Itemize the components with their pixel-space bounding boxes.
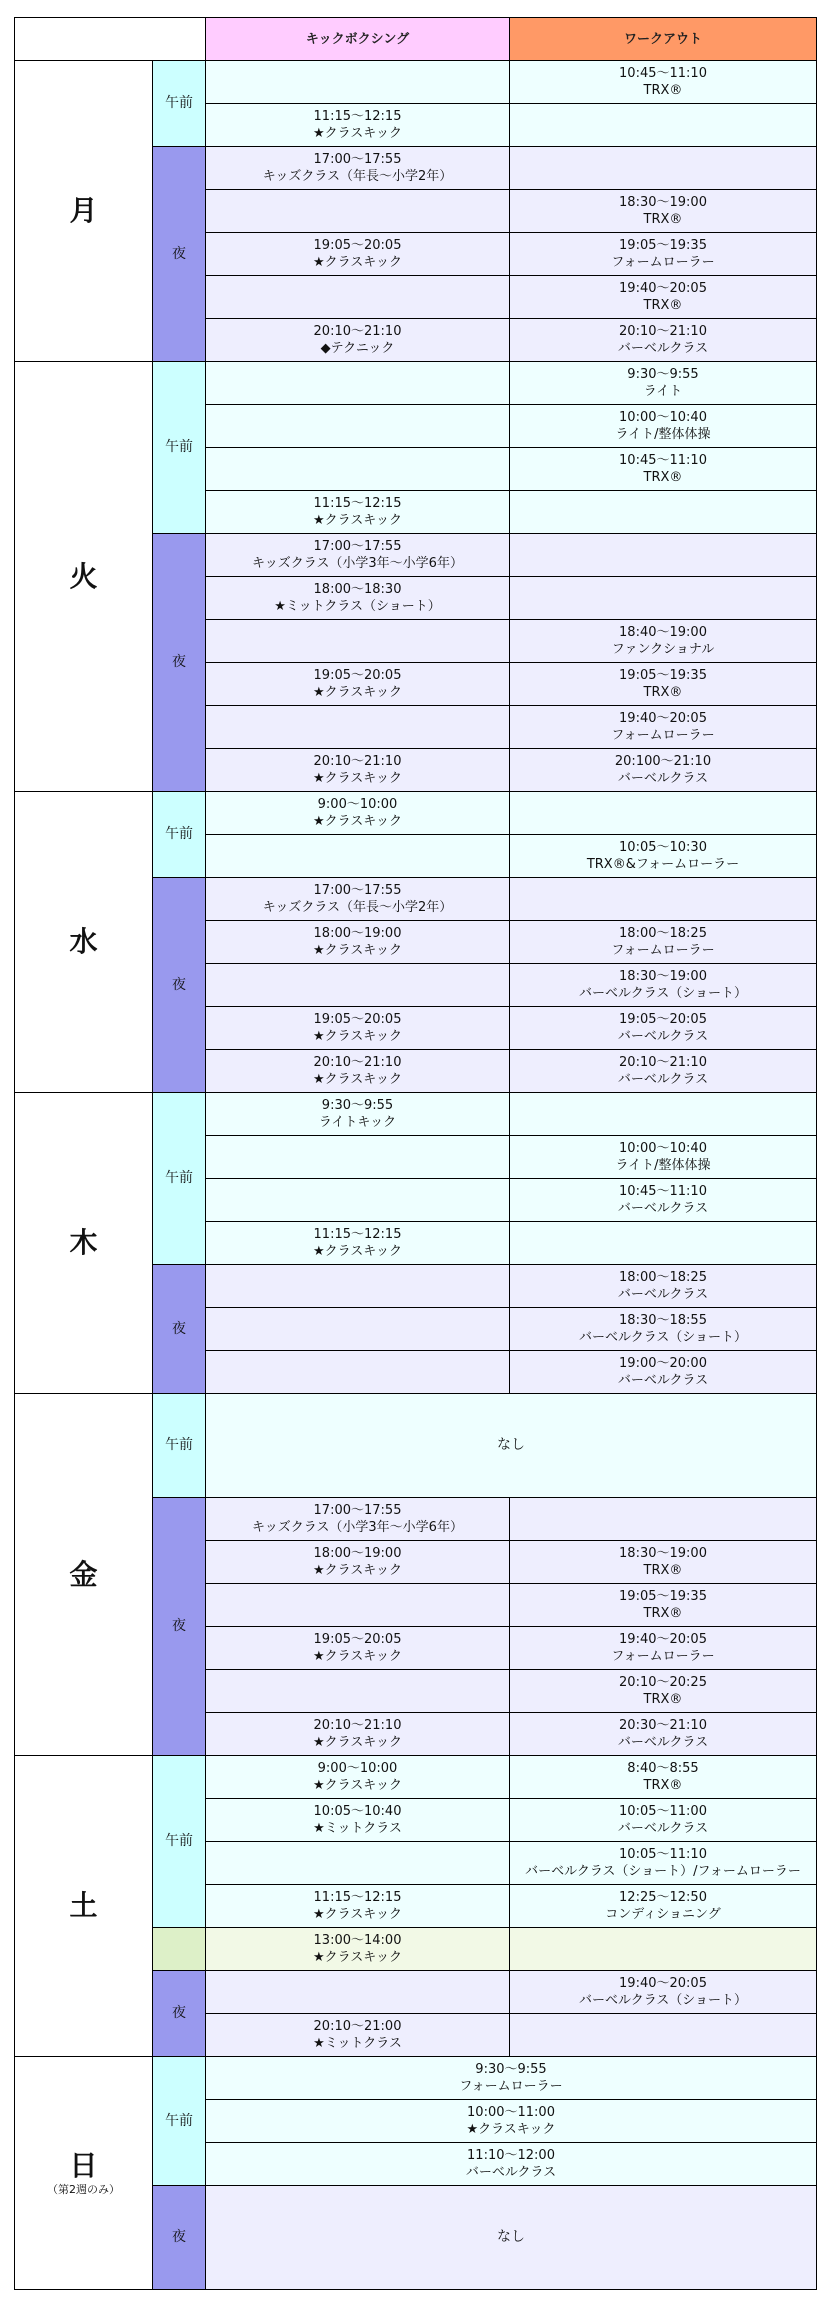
day-label: 水 [69, 925, 98, 958]
workout-class-cell [509, 1006, 817, 1050]
class-name: バーベルクラス [617, 1373, 709, 1388]
period-label: 午前 [165, 1833, 193, 1849]
class-name: ★クラスキック [312, 255, 402, 270]
class-time: 18:00〜18:25 [619, 1270, 707, 1285]
class-name: ★クラスキック [312, 513, 402, 528]
class-name: ◆テクニック [320, 341, 395, 356]
class-name: バーベルクラス [617, 1821, 709, 1836]
empty-cell [509, 576, 817, 620]
class-time: 11:15〜12:15 [313, 496, 402, 511]
kickboxing-class-cell [205, 1092, 510, 1136]
class-name: ファンクショナル [611, 642, 715, 657]
kickboxing-class-cell [205, 1755, 510, 1799]
period-am [152, 2056, 206, 2186]
empty-cell [509, 103, 817, 147]
class-name: ★クラスキック [312, 1950, 402, 1965]
empty-cell [509, 791, 817, 835]
empty-cell [205, 705, 510, 749]
class-time: 18:30〜18:55 [619, 1313, 707, 1328]
empty-cell [205, 963, 510, 1007]
empty-cell [205, 834, 510, 878]
class-time: 13:00〜14:00 [313, 1933, 402, 1948]
header-workout [509, 17, 817, 61]
class-name: フォームローラー [611, 728, 715, 743]
class-name: ★クラスキック [312, 1649, 402, 1664]
workout-class-cell [509, 1178, 817, 1222]
day-fri [14, 1393, 153, 1756]
kickboxing-class-cell [205, 533, 510, 577]
workout-class-cell [509, 1798, 817, 1842]
workout-class-cell [509, 1307, 817, 1351]
kickboxing-class-cell [205, 1497, 510, 1541]
workout-class-cell [509, 275, 817, 319]
workout-class-cell [509, 1626, 817, 1670]
class-time: 9:00〜10:00 [317, 797, 398, 812]
kickboxing-class-cell [205, 1049, 510, 1093]
class-time: 19:00〜20:00 [619, 1356, 707, 1371]
class-time: 19:40〜20:05 [619, 281, 707, 296]
class-name: ★クラスキック [312, 1072, 402, 1087]
class-time: 9:30〜9:55 [475, 2062, 547, 2077]
class-time: 10:00〜11:00 [467, 2105, 555, 2120]
period-label: 夜 [172, 2229, 186, 2245]
workout-class-cell [509, 1884, 817, 1928]
day-note: （第2週のみ） [47, 2183, 120, 2196]
class-name: バーベルクラス [617, 1201, 709, 1216]
class-name: ★ミットクラス [313, 1821, 402, 1836]
workout-class-cell [509, 920, 817, 964]
class-time: 10:05〜10:30 [619, 840, 707, 855]
class-time: 20:10〜21:10 [313, 754, 402, 769]
class-time: 8:40〜8:55 [627, 1761, 699, 1776]
workout-class-cell [509, 1970, 817, 2014]
class-name: ★クラスキック [312, 1907, 402, 1922]
class-cell-shared [205, 2056, 817, 2100]
period-label: 午前 [165, 95, 193, 111]
class-name: TRX® [643, 1778, 683, 1793]
class-time: 18:00〜19:00 [313, 1546, 402, 1561]
class-name: TRX® [643, 83, 683, 98]
class-time: 20:10〜21:10 [313, 1055, 402, 1070]
class-time: 20:10〜21:10 [619, 324, 707, 339]
class-name: バーベルクラス [617, 1735, 709, 1750]
class-name: バーベルクラス [617, 341, 709, 356]
kickboxing-class-cell [205, 103, 510, 147]
period-pm [152, 877, 206, 1093]
day-label: 月 [69, 194, 98, 227]
no-class-label: なし [497, 2229, 525, 2245]
workout-class-cell [509, 619, 817, 663]
period-am [152, 1393, 206, 1498]
class-name: バーベルクラス [617, 1287, 709, 1302]
workout-class-cell [509, 318, 817, 362]
kickboxing-class-cell [205, 748, 510, 792]
kickboxing-class-cell [205, 2013, 510, 2057]
class-name: ★クラスキック [312, 685, 402, 700]
workout-class-cell [509, 1669, 817, 1713]
class-name: フォームローラー [459, 2079, 563, 2094]
class-name: バーベルクラス（ショート）/フォームローラー [525, 1864, 801, 1879]
class-time: 10:45〜11:10 [619, 1184, 707, 1199]
class-time: 17:00〜17:55 [313, 152, 402, 167]
class-time: 11:10〜12:00 [467, 2148, 555, 2163]
empty-cell [205, 1841, 510, 1885]
day-sat [14, 1755, 153, 2057]
class-time: 19:05〜20:05 [619, 1012, 707, 1027]
class-time: 19:05〜20:05 [313, 1012, 402, 1027]
class-time: 20:30〜21:10 [619, 1718, 707, 1733]
workout-class-cell [509, 1350, 817, 1394]
class-name: TRX® [643, 1563, 683, 1578]
class-name: ★クラスキック [312, 814, 402, 829]
empty-cell [509, 146, 817, 190]
empty-cell [509, 1497, 817, 1541]
workout-class-cell [509, 1135, 817, 1179]
kickboxing-class-cell [205, 232, 510, 276]
kickboxing-class-cell [205, 1884, 510, 1928]
workout-class-cell [509, 232, 817, 276]
workout-class-cell [509, 705, 817, 749]
empty-cell [205, 189, 510, 233]
class-time: 17:00〜17:55 [313, 883, 402, 898]
class-time: 18:30〜19:00 [619, 195, 707, 210]
no-class-label: なし [497, 1437, 525, 1453]
kickboxing-class-cell [205, 146, 510, 190]
class-name: ライトキック [318, 1115, 397, 1130]
class-name: バーベルクラス（ショート） [578, 1993, 748, 2008]
kickboxing-class-cell [205, 1712, 510, 1756]
class-time: 20:10〜21:00 [313, 2019, 402, 2034]
day-mon [14, 60, 153, 362]
header-kickboxing-label: キックボクシング [305, 31, 410, 47]
class-cell-shared [205, 2142, 817, 2186]
class-name: フォームローラー [611, 255, 715, 270]
class-name: バーベルクラス（ショート） [578, 1330, 748, 1345]
kickboxing-class-cell [205, 791, 510, 835]
class-time: 19:05〜20:05 [313, 238, 402, 253]
empty-cell [205, 1583, 510, 1627]
header-corner [14, 17, 206, 61]
day-thu [14, 1092, 153, 1394]
class-time: 10:00〜10:40 [619, 410, 707, 425]
workout-class-cell [509, 361, 817, 405]
kickboxing-class-cell [205, 1221, 510, 1265]
class-name: ★クラスキック [312, 1029, 402, 1044]
workout-class-cell [509, 1049, 817, 1093]
class-name: TRX® [643, 1692, 683, 1707]
workout-class-cell [509, 1583, 817, 1627]
class-time: 18:30〜19:00 [619, 1546, 707, 1561]
class-time: 17:00〜17:55 [313, 539, 402, 554]
empty-cell [205, 1264, 510, 1308]
class-time: 20:10〜21:10 [313, 1718, 402, 1733]
empty-cell [205, 275, 510, 319]
class-time: 10:45〜11:10 [619, 453, 707, 468]
workout-class-cell [509, 1841, 817, 1885]
day-label: 日 [69, 2149, 98, 2182]
class-time: 12:25〜12:50 [619, 1890, 707, 1905]
class-time: 10:05〜11:00 [619, 1804, 707, 1819]
workout-class-cell [509, 963, 817, 1007]
day-wed [14, 791, 153, 1093]
class-time: 19:05〜19:35 [619, 668, 707, 683]
workout-class-cell [509, 60, 817, 104]
kickboxing-class-cell [205, 877, 510, 921]
empty-cell [205, 447, 510, 491]
empty-cell [205, 1350, 510, 1394]
header-workout-label: ワークアウト [623, 31, 702, 47]
day-label: 火 [69, 559, 98, 593]
day-label: 土 [69, 1889, 98, 1922]
empty-cell [205, 1135, 510, 1179]
kickboxing-class-cell [205, 662, 510, 706]
class-name: バーベルクラス [617, 1029, 709, 1044]
period-label: 夜 [172, 245, 186, 262]
class-name: ★クラスキック [466, 2122, 556, 2137]
kickboxing-class-cell [205, 1927, 510, 1971]
class-time: 10:05〜11:10 [619, 1847, 707, 1862]
period-label: 午前 [165, 826, 193, 842]
class-name: ★クラスキック [312, 1244, 402, 1259]
period-am [152, 1755, 206, 1928]
kickboxing-class-cell [205, 576, 510, 620]
workout-class-cell [509, 189, 817, 233]
day-sun [14, 2056, 153, 2290]
class-time: 18:30〜19:00 [619, 969, 707, 984]
empty-cell [509, 533, 817, 577]
class-name: TRX® [643, 470, 683, 485]
period-am [152, 361, 206, 534]
empty-cell [205, 619, 510, 663]
period-label: 夜 [172, 976, 186, 993]
empty-cell [205, 60, 510, 104]
period-pm [152, 1264, 206, 1394]
class-name: コンディショニング [605, 1907, 721, 1922]
class-time: 20:10〜20:25 [619, 1675, 707, 1690]
kickboxing-class-cell [205, 1798, 510, 1842]
period-pm [152, 1970, 206, 2057]
kickboxing-class-cell [205, 490, 510, 534]
class-name: ★クラスキック [312, 1563, 402, 1578]
empty-cell [205, 361, 510, 405]
class-name: TRX® [643, 298, 683, 313]
period-label: 午前 [165, 1170, 193, 1186]
period-am [152, 1092, 206, 1265]
day-label: 金 [69, 1557, 98, 1591]
workout-class-cell [509, 404, 817, 448]
no-class-cell [205, 2185, 817, 2290]
class-name: キッズクラス（年長〜小学2年） [262, 900, 453, 915]
empty-cell [509, 1092, 817, 1136]
period-am [152, 60, 206, 147]
workout-class-cell [509, 834, 817, 878]
class-name: バーベルクラス [617, 1072, 709, 1087]
class-name: フォームローラー [611, 1649, 715, 1664]
class-time: 20:10〜21:10 [619, 1055, 707, 1070]
workout-class-cell [509, 1755, 817, 1799]
class-name: ★クラスキック [312, 943, 402, 958]
empty-cell [509, 490, 817, 534]
workout-class-cell [509, 748, 817, 792]
class-time: 19:40〜20:05 [619, 711, 707, 726]
period-label: 夜 [172, 2005, 186, 2021]
workout-class-cell [509, 662, 817, 706]
class-name: キッズクラス（小学3年〜小学6年） [252, 1520, 463, 1535]
class-time: 9:00〜10:00 [317, 1761, 398, 1776]
class-time: 20:10〜21:10 [313, 324, 402, 339]
period-label: 午前 [165, 439, 193, 455]
kickboxing-class-cell [205, 920, 510, 964]
empty-cell [509, 877, 817, 921]
class-name: ★クラスキック [312, 771, 402, 786]
class-name: TRX®&フォームローラー [586, 857, 740, 872]
period-label: 夜 [172, 654, 186, 670]
class-time: 10:00〜10:40 [619, 1141, 707, 1156]
empty-cell [205, 1970, 510, 2014]
class-name: ライト/整体体操 [615, 427, 711, 442]
period-label: 夜 [172, 1320, 186, 1337]
period-pm [152, 1497, 206, 1756]
header-kickboxing [205, 17, 510, 61]
period-label: 午前 [165, 1437, 193, 1453]
empty-cell [205, 404, 510, 448]
class-name: TRX® [643, 685, 683, 700]
class-time: 11:15〜12:15 [313, 1890, 402, 1905]
class-name: フォームローラー [611, 943, 715, 958]
class-time: 18:00〜18:25 [619, 926, 707, 941]
period-am [152, 791, 206, 878]
class-name: ★ミットクラス [313, 2036, 402, 2051]
class-time: 10:05〜10:40 [313, 1804, 402, 1819]
empty-cell [509, 1221, 817, 1265]
class-time: 9:30〜9:55 [321, 1098, 394, 1113]
day-label: 木 [69, 1226, 98, 1259]
class-time: 18:00〜18:30 [313, 582, 402, 597]
class-name: キッズクラス（年長〜小学2年） [262, 169, 453, 184]
class-name: ライト/整体体操 [615, 1158, 711, 1173]
class-time: 17:00〜17:55 [313, 1503, 402, 1518]
class-name: ★クラスキック [312, 1778, 402, 1793]
class-name: TRX® [643, 212, 683, 227]
class-name: バーベルクラス（ショート） [578, 986, 748, 1001]
class-name: ライト [643, 384, 683, 399]
empty-cell [509, 2013, 817, 2057]
class-name: TRX® [643, 1606, 683, 1621]
empty-cell [205, 1178, 510, 1222]
empty-cell [509, 1927, 817, 1971]
empty-cell [205, 1307, 510, 1351]
class-cell-shared [205, 2099, 817, 2143]
kickboxing-class-cell [205, 1006, 510, 1050]
workout-class-cell [509, 447, 817, 491]
class-time: 19:40〜20:05 [619, 1976, 707, 1991]
class-time: 19:40〜20:05 [619, 1632, 707, 1647]
class-name: キッズクラス（小学3年〜小学6年） [252, 556, 463, 571]
day-tue [14, 361, 153, 792]
no-class-cell [205, 1393, 817, 1498]
class-time: 19:05〜20:05 [313, 1632, 402, 1647]
class-time: 11:15〜12:15 [313, 109, 402, 124]
kickboxing-class-cell [205, 1540, 510, 1584]
empty-cell [205, 1669, 510, 1713]
class-time: 19:05〜19:35 [619, 1589, 707, 1604]
class-time: 19:05〜20:05 [313, 668, 402, 683]
period-mid [152, 1927, 206, 1971]
period-label: 午前 [165, 2112, 193, 2129]
period-pm [152, 146, 206, 362]
class-name: バーベルクラス [617, 771, 709, 786]
class-time: 11:15〜12:15 [313, 1227, 402, 1242]
class-name: ★クラスキック [312, 1735, 402, 1750]
class-time: 19:05〜19:35 [619, 238, 707, 253]
kickboxing-class-cell [205, 1626, 510, 1670]
class-time: 18:40〜19:00 [619, 625, 707, 640]
class-time: 10:45〜11:10 [619, 66, 707, 81]
class-time: 20:100〜21:10 [614, 754, 712, 769]
class-name: バーベルクラス [465, 2165, 557, 2180]
workout-class-cell [509, 1264, 817, 1308]
class-time: 18:00〜19:00 [313, 926, 402, 941]
period-label: 夜 [172, 1618, 186, 1634]
workout-class-cell [509, 1712, 817, 1756]
workout-class-cell [509, 1540, 817, 1584]
period-pm [152, 533, 206, 792]
class-name: ★ミットクラス（ショート） [274, 599, 441, 614]
class-name: ★クラスキック [312, 126, 402, 141]
period-pm [152, 2185, 206, 2290]
kickboxing-class-cell [205, 318, 510, 362]
class-time: 9:30〜9:55 [627, 367, 699, 382]
